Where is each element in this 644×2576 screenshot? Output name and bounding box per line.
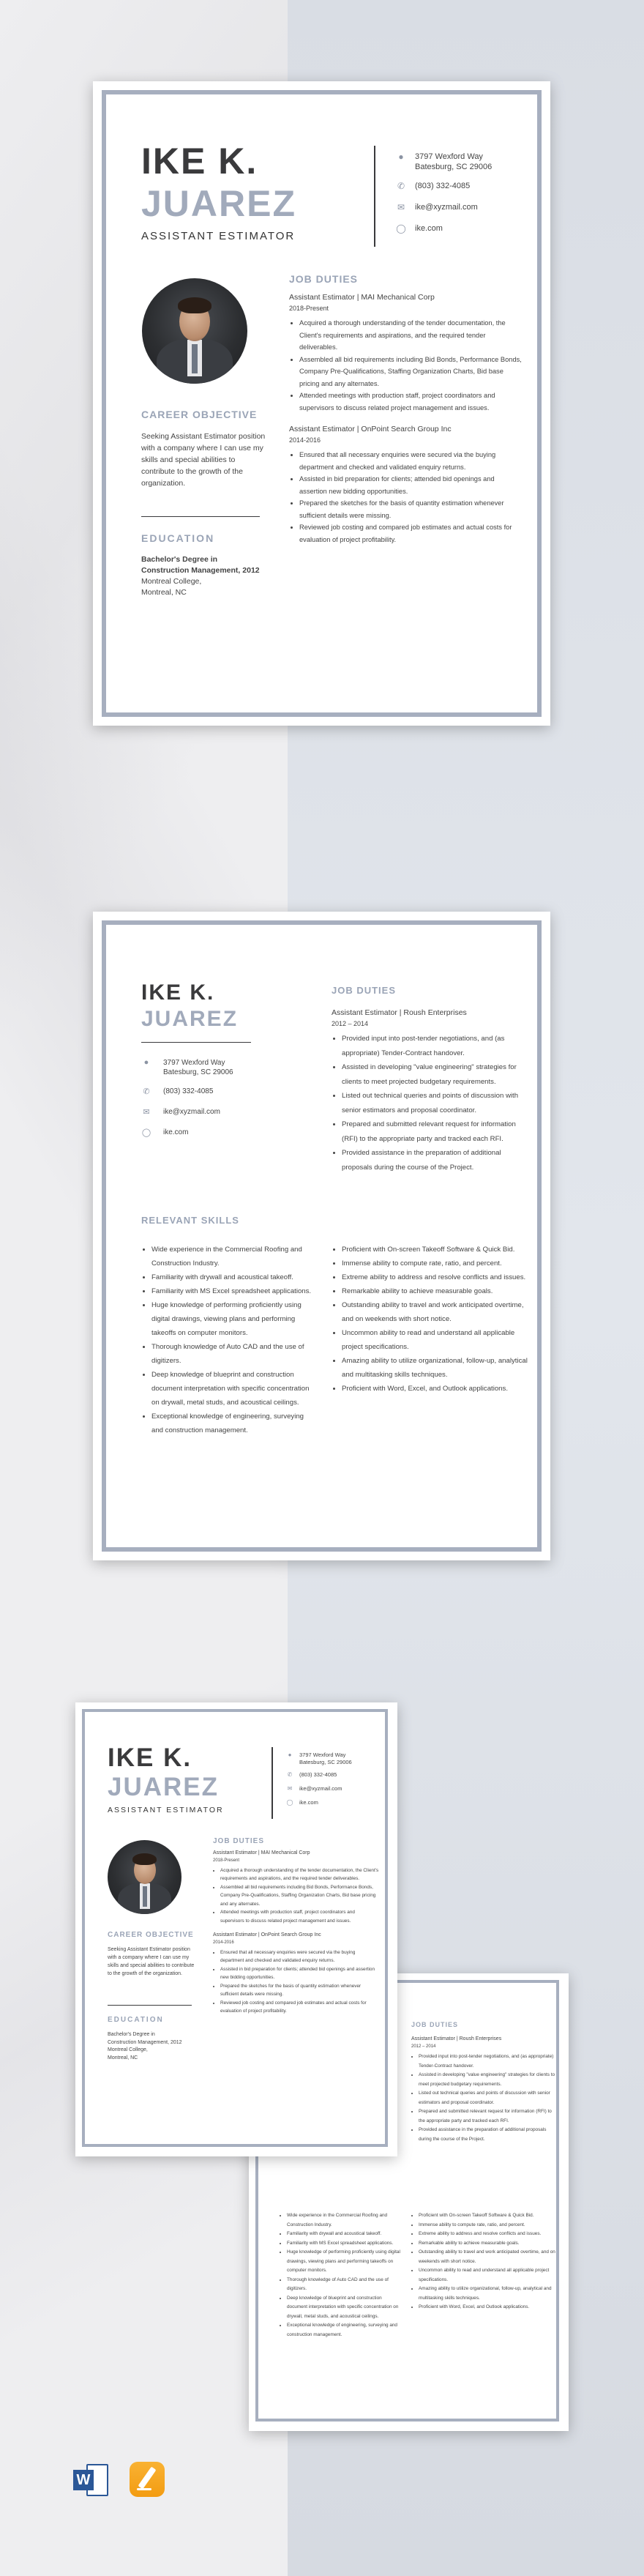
job-dates: 2018-Present (289, 305, 329, 312)
resume-page-2 (93, 912, 550, 1560)
skill-item: • Huge knowledge of performing proficiently using digital drawings, viewing plans and performing takeoffs on computer monitors. (287, 2248, 400, 2276)
job-title: ASSISTANT ESTIMATOR (141, 230, 296, 242)
phone-number: (803) 332-4085 (163, 1087, 214, 1095)
duty-item: • Attended meetings with production staff, project coordinators and supervisors to discuss related project management and issues. (220, 1908, 380, 1925)
duty-item: • Assembled all bid requirements including Bid Bonds, Performance Bonds, Company Pre-Qualifications, Staffing Organization Charts, Bid base pricing and any alternates. (220, 1883, 380, 1909)
school-name: Montreal College, (108, 2047, 148, 2052)
phone-icon: ✆ (287, 1771, 293, 1778)
duty-item: • Provided input into post-tender negotiations, and (as appropriate) Tender-Contract handover. (342, 1032, 529, 1060)
header-divider (374, 146, 375, 247)
job-duties-heading: JOB DUTIES (411, 2021, 459, 2028)
duty-item: • Provided input into post-tender negotiations, and (as appropriate) Tender-Contract handover. (419, 2052, 556, 2071)
name-divider (141, 1042, 251, 1043)
address-line-2: Batesburg, SC 29006 (163, 1068, 233, 1076)
career-objective-text: Seeking Assistant Estimator position with a company where I can use my skills and special abilities to contribute to the growth of the organization. (141, 432, 266, 488)
globe-icon: ◯ (141, 1128, 151, 1137)
word-icon-tile: W (73, 2470, 94, 2490)
career-objective-heading: CAREER OBJECTIVE (141, 409, 258, 420)
job-title: Assistant Estimator | OnPoint Search Group Inc (213, 1932, 321, 1937)
relevant-skills-heading: RELEVANT SKILLS (141, 1215, 239, 1226)
duty-item: • Listed out technical queries and points of discussion with senior estimators and proposal coordinator. (419, 2089, 556, 2107)
preview-page-1 (75, 1702, 397, 2156)
duty-item: • Prepared the sketches for the basis of quantity estimation whenever sufficient details were missing. (220, 1982, 380, 1999)
duty-item: • Attended meetings with production staff, project coordinators and supervisors to discuss related project management and issues. (299, 390, 523, 414)
job-title: Assistant Estimator | MAI Mechanical Corp (289, 293, 435, 302)
job-title: Assistant Estimator | MAI Mechanical Corp (213, 1850, 310, 1855)
job-entry (289, 424, 523, 546)
job-duties-heading: JOB DUTIES (332, 985, 397, 996)
skill-item: • Proficient with Word, Excel, and Outlook applications. (419, 2303, 556, 2312)
skills-list-right (411, 2211, 556, 2312)
education-block (141, 554, 277, 598)
job-duties-section (213, 1837, 380, 2016)
skill-item: • Extreme ability to address and resolve conflicts and issues. (419, 2230, 556, 2239)
contact-block (141, 1058, 280, 1137)
degree-line-2: Construction Management, 2012 (108, 2039, 182, 2045)
skill-item: • Deep knowledge of blueprint and construction document interpretation with specific concentration on drywall, metal studs, and acoustical ceilings. (151, 1368, 316, 1410)
job-dates: 2012 – 2014 (411, 2044, 436, 2049)
job-entry (289, 292, 523, 414)
duty-item: • Ensured that all necessary enquiries were secured via the buying department and checked and validated enquiry returns. (299, 449, 523, 473)
skill-item: • Familiarity with drywall and acoustical takeoff. (151, 1270, 316, 1284)
last-name: JUAREZ (108, 1773, 220, 1801)
job-title: Assistant Estimator | Roush Enterprises (411, 2036, 502, 2041)
skill-item: • Proficient with On-screen Takeoff Software & Quick Bid. (342, 1243, 536, 1257)
globe-icon: ◯ (396, 223, 406, 234)
address-line-2: Batesburg, SC 29006 (299, 1759, 352, 1765)
last-name: JUAREZ (141, 1007, 239, 1031)
resume-page-1 (93, 81, 550, 726)
first-name: IKE K. (108, 1743, 192, 1772)
skill-item: • Proficient with On-screen Takeoff Software & Quick Bid. (419, 2211, 556, 2221)
education-heading: EDUCATION (108, 2016, 164, 2024)
first-name: IKE K. (141, 980, 215, 1005)
address-line-1: 3797 Wexford Way (163, 1059, 225, 1067)
address-line-1: 3797 Wexford Way (415, 152, 483, 161)
school-location: Montreal, NC (108, 2055, 138, 2061)
job-dates: 2014-2016 (289, 436, 321, 444)
job-title: Assistant Estimator | Roush Enterprises (332, 1008, 467, 1017)
globe-icon: ◯ (286, 1799, 293, 1806)
job-duties-heading: JOB DUTIES (213, 1837, 265, 1845)
duty-item: • Prepared and submitted relevant request for information (RFI) to the appropriate party and tracked each RFI. (419, 2107, 556, 2126)
duty-item: • Assembled all bid requirements including Bid Bonds, Performance Bonds, Company Pre-Qualifications, Staffing Organization Charts, Bid base pricing and any alternates. (299, 354, 523, 390)
phone-number: (803) 332-4085 (299, 1771, 337, 1778)
duty-item: • Listed out technical queries and points of discussion with senior estimators and proposal coordinator. (342, 1089, 529, 1117)
duty-item: • Prepared and submitted relevant request for information (RFI) to the appropriate party and tracked each RFI. (342, 1117, 529, 1146)
email-address: ike@xyzmail.com (163, 1108, 220, 1116)
education-heading: EDUCATION (141, 532, 215, 544)
education-block (108, 2031, 203, 2062)
skill-item: • Proficient with Word, Excel, and Outlook applications. (342, 1382, 536, 1396)
location-icon: ● (143, 1058, 149, 1067)
address-line-2: Batesburg, SC 29006 (415, 163, 493, 171)
location-icon: ● (288, 1752, 292, 1758)
email-address: ike@xyzmail.com (415, 203, 478, 212)
job-title: ASSISTANT ESTIMATOR (108, 1806, 224, 1814)
duty-item: • Reviewed job costing and compared job estimates and actual costs for evaluation of project profitability. (220, 1999, 380, 2016)
skill-item: • Huge knowledge of performing proficiently using digital drawings, viewing plans and performing takeoffs on computer monitors. (151, 1298, 316, 1340)
mail-icon: ✉ (143, 1108, 150, 1117)
left-divider (141, 516, 260, 517)
duty-item: • Assisted in bid preparation for clients; attended bid openings and assertion new bidding opportunities. (220, 1965, 380, 1982)
skill-item: • Familiarity with MS Excel spreadsheet applications. (287, 2239, 400, 2249)
website: ike.com (415, 224, 443, 233)
skill-item: • Extreme ability to address and resolve conflicts and issues. (342, 1270, 536, 1284)
word-app-icon[interactable] (73, 2464, 108, 2496)
duty-item: • Acquired a thorough understanding of the tender documentation, the Client's requirements and aspirations, and the required tender deliverables. (220, 1866, 380, 1883)
phone-icon: ✆ (143, 1087, 150, 1096)
location-icon: ● (398, 152, 404, 162)
job-dates: 2012 – 2014 (332, 1020, 369, 1027)
job-duties-section (332, 985, 529, 1175)
contact-block (396, 152, 535, 234)
job-title: Assistant Estimator | OnPoint Search Group Inc (289, 425, 452, 433)
phone-number: (803) 332-4085 (415, 182, 471, 190)
skill-item: • Remarkable ability to achieve measurable goals. (342, 1284, 536, 1298)
duty-item: • Prepared the sketches for the basis of quantity estimation whenever sufficient details were missing. (299, 497, 523, 521)
email-address: ike@xyzmail.com (299, 1785, 342, 1792)
skill-item: • Remarkable ability to achieve measurable goals. (419, 2239, 556, 2249)
school-location: Montreal, NC (141, 588, 187, 597)
school-name: Montreal College, (141, 577, 202, 586)
website: ike.com (163, 1128, 189, 1136)
skill-item: • Outstanding ability to travel and work anticipated overtime, and on weekends with short notice. (342, 1298, 536, 1326)
duty-item: • Provided assistance in the preparation of additional proposals during the course of the Project. (342, 1146, 529, 1175)
skill-item: • Exceptional knowledge of engineering, surveying and construction management. (287, 2321, 400, 2339)
profile-photo (142, 278, 247, 384)
skills-list-left (280, 2211, 400, 2339)
pages-app-icon[interactable] (130, 2462, 165, 2497)
skill-item: • Familiarity with drywall and acoustical takeoff. (287, 2230, 400, 2239)
address-line-1: 3797 Wexford Way (299, 1752, 346, 1758)
skill-item: • Thorough knowledge of Auto CAD and the use of digitizers. (151, 1340, 316, 1368)
skills-list-left (141, 1243, 316, 1437)
degree-line-2: Construction Management, 2012 (141, 566, 260, 575)
left-divider (108, 2005, 192, 2006)
first-name: IKE K. (141, 141, 258, 182)
skill-item: • Exceptional knowledge of engineering, surveying and construction management. (151, 1410, 316, 1437)
skill-item: • Amazing ability to utilize organizational, follow-up, analytical and multitasking skills techniques. (342, 1354, 536, 1382)
job-duties-heading: JOB DUTIES (289, 273, 359, 285)
duty-item: • Ensured that all necessary enquiries were secured via the buying department and checked and validated enquiry returns. (220, 1948, 380, 1965)
skill-item: • Familiarity with MS Excel spreadsheet applications. (151, 1284, 316, 1298)
duty-list (411, 2052, 556, 2144)
last-name: JUAREZ (141, 183, 297, 224)
skill-item: • Uncommon ability to read and understand all applicable project specifications. (419, 2266, 556, 2285)
skill-item: • Wide experience in the Commercial Roofing and Construction Industry. (287, 2211, 400, 2230)
career-objective-text: Seeking Assistant Estimator position with a company where I can use my skills and special abilities to contribute to the growth of the organization. (108, 1947, 195, 1976)
skill-item: • Wide experience in the Commercial Roofing and Construction Industry. (151, 1243, 316, 1270)
phone-icon: ✆ (397, 181, 405, 191)
pen-base (137, 2488, 151, 2490)
duty-item: • Assisted in developing "value engineering" strategies for clients to meet projected budgetary requirements. (419, 2071, 556, 2089)
skill-item: • Outstanding ability to travel and work anticipated overtime, and on weekends with short notice. (419, 2248, 556, 2266)
career-objective-heading: CAREER OBJECTIVE (108, 1931, 194, 1939)
skill-item: • Deep knowledge of blueprint and construction document interpretation with specific concentration on drywall, metal studs, and acoustical ceilings. (287, 2294, 400, 2322)
job-duties-section (289, 273, 523, 546)
job-dates: 2014-2016 (213, 1940, 234, 1945)
website: ike.com (299, 1799, 318, 1806)
job-dates: 2018-Present (213, 1858, 240, 1863)
skill-item: • Thorough knowledge of Auto CAD and the use of digitizers. (287, 2276, 400, 2294)
header-divider (272, 1747, 273, 1819)
duty-item: • Assisted in developing "value engineering" strategies for clients to meet projected budgetary requirements. (342, 1060, 529, 1089)
duty-item: • Provided assistance in the preparation of additional proposals during the course of the Project. (419, 2126, 556, 2144)
skill-item: • Immense ability to compute rate, ratio, and percent. (419, 2221, 556, 2230)
skills-list-right (332, 1243, 536, 1396)
degree-line-1: Bachelor's Degree in (108, 2032, 155, 2037)
mail-icon: ✉ (287, 1785, 293, 1792)
duty-item: • Reviewed job costing and compared job estimates and actual costs for evaluation of project profitability. (299, 521, 523, 546)
skill-item: • Uncommon ability to read and understand all applicable project specifications. (342, 1326, 536, 1354)
duty-item: • Acquired a thorough understanding of the tender documentation, the Client's requirements and aspirations, and the required tender deliverables. (299, 317, 523, 354)
contact-block (286, 1752, 389, 1806)
skill-item: • Amazing ability to utilize organizational, follow-up, analytical and multitasking skills techniques. (419, 2285, 556, 2303)
degree-line-1: Bachelor's Degree in (141, 555, 218, 564)
duty-item: • Assisted in bid preparation for clients; attended bid openings and assertion new bidding opportunities. (299, 473, 523, 497)
mail-icon: ✉ (397, 202, 405, 212)
pen-icon (138, 2467, 157, 2490)
skill-item: • Immense ability to compute rate, ratio, and percent. (342, 1257, 536, 1270)
profile-photo (108, 1840, 181, 1914)
